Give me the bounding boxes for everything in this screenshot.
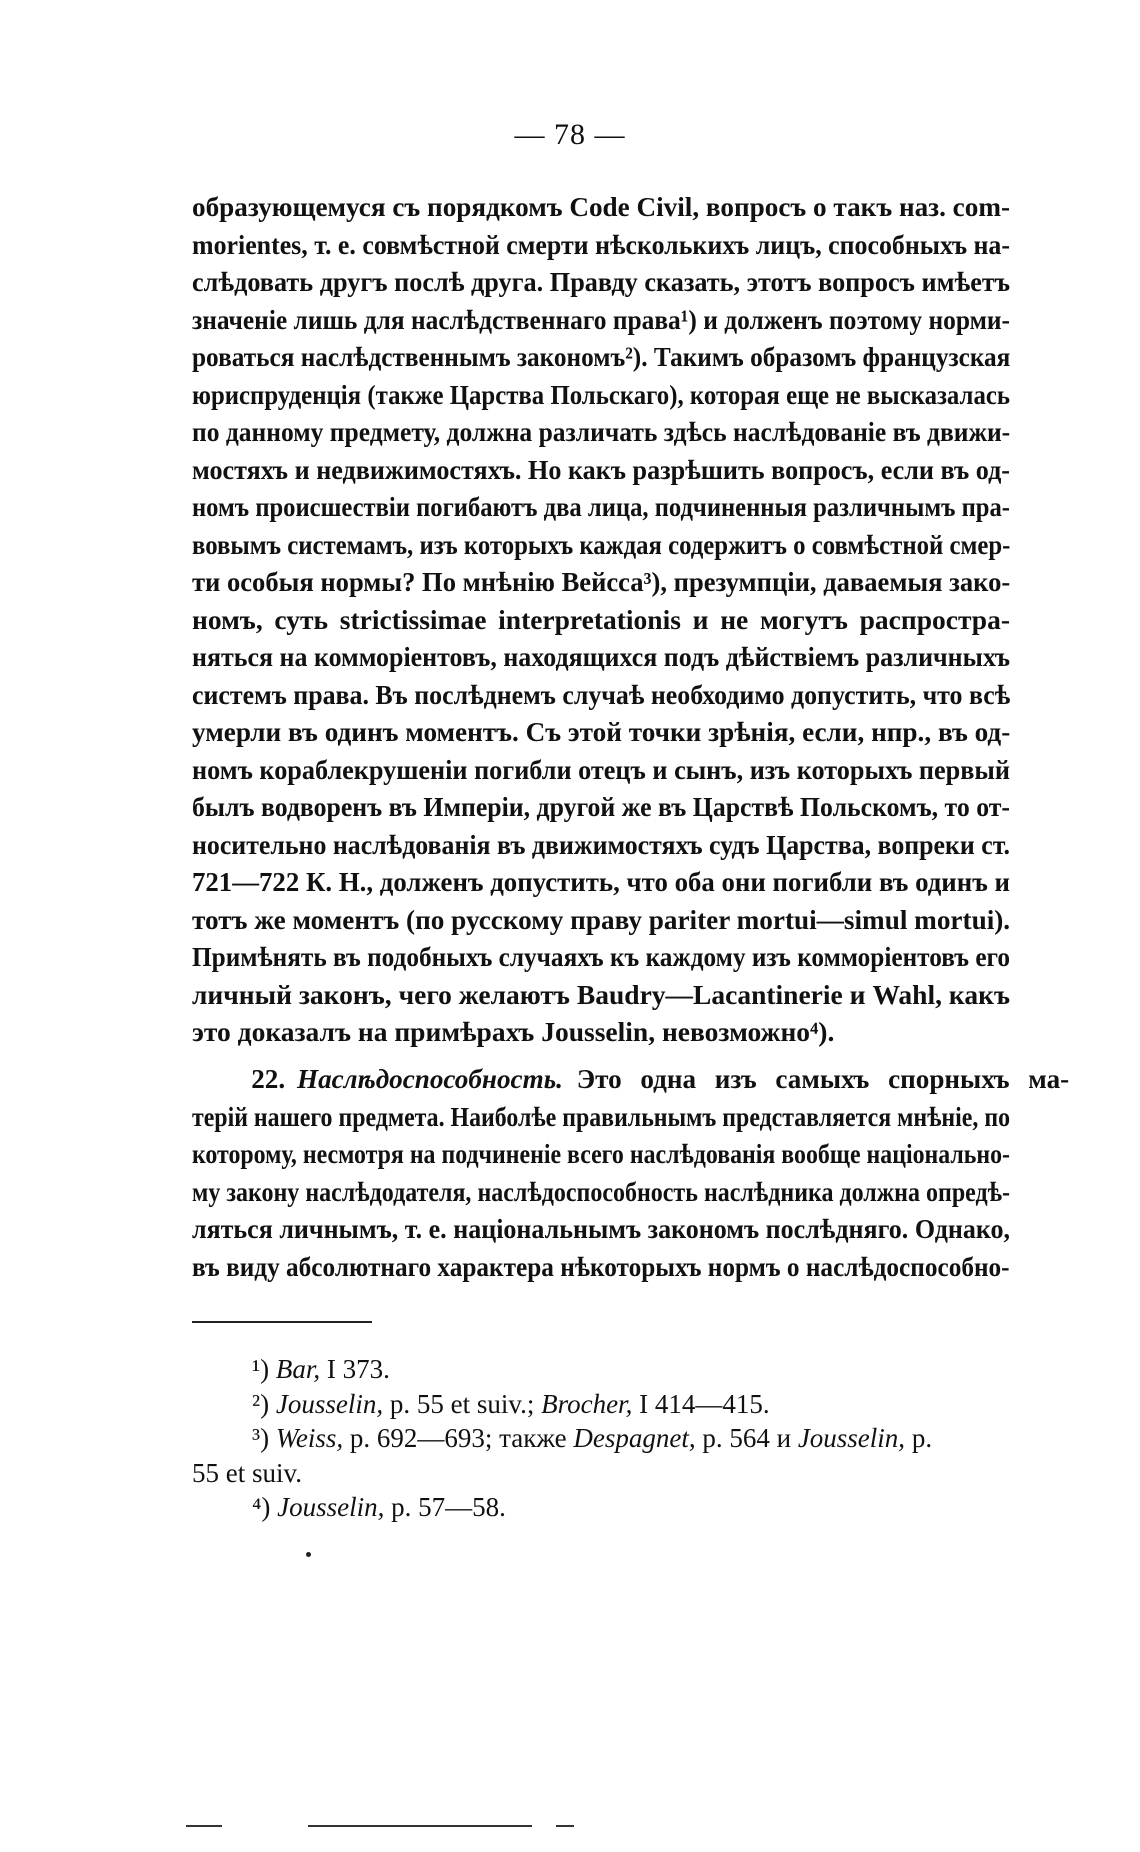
footnote-text: I 373. bbox=[320, 1354, 390, 1384]
text-line: это доказалъ на примѣрахъ Jousselin, невозможно⁴). bbox=[192, 1016, 835, 1047]
text-line: въ виду абсолютнаго характера нѣкоторыхъ нормъ о наслѣдоспособно- bbox=[192, 1250, 1010, 1282]
text-line: тотъ же моментъ (по русскому праву pariter mortui—simul mortui). bbox=[192, 903, 1011, 935]
footnote-mark: ³) bbox=[252, 1423, 270, 1453]
footnote-author: Brocher, bbox=[541, 1388, 633, 1419]
text-line: няться на комморіентовъ, находящихся подъ дѣйствіемъ различныхъ bbox=[192, 641, 1010, 672]
footnote-author: Weiss, bbox=[275, 1423, 344, 1453]
footnote-author: Jousselin, bbox=[277, 1492, 385, 1522]
main-paragraph bbox=[192, 188, 1010, 1051]
text-line: которому, несмотря на подчиненіе всего наслѣдованія вообще національно- bbox=[192, 1138, 1010, 1169]
footnote-4 bbox=[192, 1490, 1022, 1525]
ink-dot bbox=[306, 1552, 311, 1557]
text-line: былъ водворенъ въ Имперіи, другой же въ Царствѣ Польскомъ, то от- bbox=[192, 791, 1010, 822]
page-number: — 78 — bbox=[514, 118, 626, 151]
text-line: носительно наслѣдованія въ движимостяхъ судъ Царства, вопреки ст. bbox=[192, 828, 1010, 860]
bottom-rule-middle bbox=[308, 1825, 532, 1827]
section-heading-line bbox=[192, 1060, 1069, 1098]
text-line: мостяхъ и недвижимостяхъ. Но какъ разрѣшить вопросъ, если въ од- bbox=[192, 453, 1010, 485]
text-line: ти особыя нормы? По мнѣнію Вейсса³), презумпціи, даваемыя зако- bbox=[192, 566, 1011, 597]
footnote-text: I 414—415. bbox=[632, 1388, 770, 1419]
text-line: роваться наслѣдственнымъ закономъ²). Такимъ образомъ французская bbox=[192, 341, 1011, 372]
footnote-author: Jousselin, bbox=[797, 1423, 906, 1453]
text-line: юриспруденція (также Царства Польскаго), которая еще не высказалась bbox=[192, 378, 1010, 410]
footnote-separator bbox=[192, 1321, 372, 1323]
footnote-mark: ²) bbox=[252, 1388, 270, 1419]
text-line: му закону наслѣдодателя, наслѣдоспособность наслѣдника должна опредѣ- bbox=[192, 1175, 1010, 1207]
text-line: умерли въ одинъ моментъ. Съ этой точки зрѣнія, если, нпр., въ од- bbox=[192, 716, 1011, 747]
footnotes bbox=[192, 1352, 1022, 1525]
footnote-text: p. 57—58. bbox=[384, 1492, 506, 1522]
text-line: номъ кораблекрушеніи погибли отецъ и сынъ, изъ которыхъ первый bbox=[192, 753, 1010, 785]
text-line: по данному предмету, должна различать здѣсь наслѣдованіе въ движи- bbox=[192, 416, 1011, 447]
text-line: 721—722 К. Н., долженъ допустить, что оба они погибли въ одинъ и bbox=[192, 866, 1010, 897]
text-line: значеніе лишь для наслѣдственнаго права¹) и долженъ поэтому норми- bbox=[192, 303, 1010, 335]
bottom-rule-left bbox=[186, 1825, 222, 1827]
footnote-3 bbox=[192, 1421, 1022, 1456]
bottom-rule-right bbox=[556, 1825, 574, 1827]
section-first-line-text: Это одна изъ самыхъ спорныхъ ма- bbox=[576, 1063, 1070, 1094]
text-line: образующемуся съ порядкомъ Code Civil, вопросъ о такъ наз. com- bbox=[192, 191, 1011, 222]
footnote-text: p. 564 и bbox=[695, 1423, 798, 1453]
text-line: morientes, т. е. совмѣстной смерти нѣсколькихъ лицъ, способныхъ на- bbox=[192, 228, 1010, 260]
footnote-text: p. 692—693; также bbox=[343, 1423, 574, 1453]
footnote-author: Despagnet, bbox=[573, 1423, 696, 1453]
text-line: вовымъ системамъ, изъ которыхъ каждая содержитъ о совмѣстной смер- bbox=[192, 528, 1011, 560]
footnote-text: p. 55 et suiv.; bbox=[383, 1388, 542, 1419]
footnote-text: p. bbox=[905, 1423, 933, 1453]
footnote-author: Jousselin, bbox=[275, 1388, 384, 1419]
text-line: слѣдовать другъ послѣ друга. Правду сказать, этотъ вопросъ имѣетъ bbox=[192, 266, 1010, 297]
footnote-1 bbox=[192, 1352, 1022, 1387]
text-line: номъ, суть strictissimae interpretationis и не могутъ распростра- bbox=[192, 603, 1010, 635]
footnote-mark: ¹) bbox=[252, 1354, 270, 1384]
footnote-mark: ⁴) bbox=[252, 1492, 271, 1522]
footnote-3-continuation: 55 et suiv. bbox=[192, 1457, 302, 1488]
section-number: 22. bbox=[251, 1063, 286, 1094]
text-line: ляться личнымъ, т. е. національнымъ закономъ послѣдняго. Однако, bbox=[192, 1213, 1010, 1244]
section-title: Наслѣдоспособность. bbox=[296, 1063, 563, 1094]
text-line: системъ права. Въ послѣднемъ случаѣ необходимо допустить, что всѣ bbox=[192, 678, 1011, 710]
footnote-author: Bar, bbox=[275, 1354, 321, 1384]
text-line: терій нашего предмета. Наиболѣе правильнымъ представляется мнѣніе, по bbox=[192, 1100, 1010, 1132]
text-line: номъ происшествіи погибаютъ два лица, подчиненныя различнымъ пра- bbox=[192, 491, 1010, 522]
section-22-paragraph bbox=[192, 1060, 1070, 1285]
text-line: личный законъ, чего желаютъ Baudry—Lacantinerie и Wahl, какъ bbox=[192, 978, 1010, 1010]
text-line: Примѣнять въ подобныхъ случаяхъ къ каждому изъ комморіентовъ его bbox=[192, 941, 1011, 972]
footnote-2 bbox=[192, 1387, 1022, 1422]
